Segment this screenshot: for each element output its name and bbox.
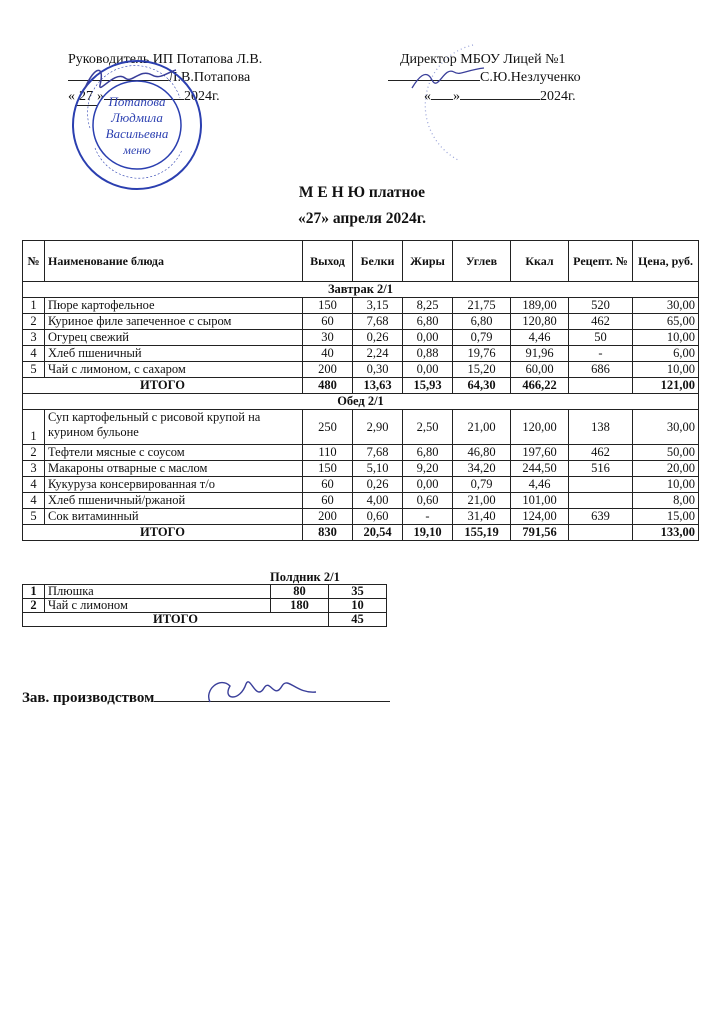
cell-price: 8,00 xyxy=(633,493,699,509)
row-number: 1 xyxy=(23,585,45,599)
cell-kcal: 189,00 xyxy=(511,298,569,314)
cell-output: 110 xyxy=(303,445,353,461)
section-title: Завтрак 2/1 xyxy=(23,282,699,298)
cell-output: 250 xyxy=(303,410,353,445)
menu-table xyxy=(22,240,699,541)
table-row xyxy=(23,509,699,525)
cell-fat: 0,00 xyxy=(403,477,453,493)
cell-price: 30,00 xyxy=(633,298,699,314)
total-recipe xyxy=(569,525,633,541)
cell-carbs: 19,76 xyxy=(453,346,511,362)
total-kcal: 791,56 xyxy=(511,525,569,541)
cell-carbs: 31,40 xyxy=(453,509,511,525)
right-date-year: 2024г. xyxy=(540,89,576,104)
total-label: ИТОГО xyxy=(23,525,303,541)
total-price: 121,00 xyxy=(633,378,699,394)
cell-output: 150 xyxy=(303,461,353,477)
cell-recipe: 686 xyxy=(569,362,633,378)
cell-protein: 0,26 xyxy=(353,330,403,346)
snack-total-row xyxy=(23,613,387,627)
cell-price: 6,00 xyxy=(633,346,699,362)
row-number: 5 xyxy=(23,509,45,525)
cell-recipe: 462 xyxy=(569,445,633,461)
cell-recipe: 138 xyxy=(569,410,633,445)
cell-carbs: 34,20 xyxy=(453,461,511,477)
dish-name: Плюшка xyxy=(45,585,271,599)
cell-kcal: 244,50 xyxy=(511,461,569,477)
cell-recipe: 462 xyxy=(569,314,633,330)
cell-output: 200 xyxy=(303,362,353,378)
cell-output: 60 xyxy=(303,493,353,509)
cell-output: 180 xyxy=(271,599,329,613)
cell-fat: 9,20 xyxy=(403,461,453,477)
dish-name: Пюре картофельное xyxy=(45,298,303,314)
total-fat: 19,10 xyxy=(403,525,453,541)
cell-output: 80 xyxy=(271,585,329,599)
cell-fat: 6,80 xyxy=(403,314,453,330)
cell-recipe xyxy=(569,493,633,509)
table-header-row xyxy=(23,241,699,282)
total-label: ИТОГО xyxy=(23,613,329,627)
cell-kcal: 91,96 xyxy=(511,346,569,362)
total-protein: 13,63 xyxy=(353,378,403,394)
dish-name: Кукуруза консервированная т/о xyxy=(45,477,303,493)
table-row xyxy=(23,410,699,445)
total-carbs: 64,30 xyxy=(453,378,511,394)
cell-kcal: 120,80 xyxy=(511,314,569,330)
col-recipe: Рецепт. № xyxy=(569,241,633,282)
left-signer-name: Л.В.Потапова xyxy=(168,70,251,85)
dish-name: Суп картофельный с рисовой крупой на курином бульоне xyxy=(45,410,303,445)
table-row xyxy=(23,346,699,362)
snack-table xyxy=(22,584,387,627)
col-fat: Жиры xyxy=(403,241,453,282)
total-fat: 15,93 xyxy=(403,378,453,394)
cell-recipe: - xyxy=(569,346,633,362)
right-date-close-quote: » xyxy=(453,89,460,104)
row-number: 2 xyxy=(23,599,45,613)
cell-fat: 0,00 xyxy=(403,362,453,378)
cell-carbs: 6,80 xyxy=(453,314,511,330)
cell-recipe xyxy=(569,477,633,493)
right-date-open-quote: « xyxy=(424,89,431,104)
cell-carbs: 21,00 xyxy=(453,493,511,509)
cell-price: 65,00 xyxy=(633,314,699,330)
cell-fat: 6,80 xyxy=(403,445,453,461)
table-row xyxy=(23,362,699,378)
section-title-row xyxy=(23,282,699,298)
cell-protein: 2,90 xyxy=(353,410,403,445)
cell-price: 30,00 xyxy=(633,410,699,445)
col-kcal: Ккал xyxy=(511,241,569,282)
menu-date: «27» апреля 2024г. xyxy=(298,210,426,227)
dish-name: Куриное филе запеченное с сыром xyxy=(45,314,303,330)
cell-output: 30 xyxy=(303,330,353,346)
cell-carbs: 46,80 xyxy=(453,445,511,461)
row-number: 1 xyxy=(23,410,45,445)
snack-row xyxy=(23,585,387,599)
left-date-open-quote: « xyxy=(68,89,75,104)
cell-kcal: 120,00 xyxy=(511,410,569,445)
snack-section-title: Полдник 2/1 xyxy=(270,570,340,584)
cell-kcal: 60,00 xyxy=(511,362,569,378)
cell-recipe: 516 xyxy=(569,461,633,477)
cell-output: 40 xyxy=(303,346,353,362)
cell-protein: 0,60 xyxy=(353,509,403,525)
cell-carbs: 21,75 xyxy=(453,298,511,314)
total-carbs: 155,19 xyxy=(453,525,511,541)
dish-name: Чай с лимоном xyxy=(45,599,271,613)
cell-price: 15,00 xyxy=(633,509,699,525)
total-output: 480 xyxy=(303,378,353,394)
cell-price: 10,00 xyxy=(633,362,699,378)
section-title-row xyxy=(23,394,699,410)
svg-text:Людмила: Людмила xyxy=(111,110,163,125)
dish-name: Хлеб пшеничный/ржаной xyxy=(45,493,303,509)
total-label: ИТОГО xyxy=(23,378,303,394)
total-protein: 20,54 xyxy=(353,525,403,541)
row-number: 3 xyxy=(23,330,45,346)
cell-price: 20,00 xyxy=(633,461,699,477)
cell-price: 10,00 xyxy=(633,477,699,493)
row-number: 3 xyxy=(23,461,45,477)
cell-price: 35 xyxy=(329,585,387,599)
col-dish-name: Наименование блюда xyxy=(45,241,303,282)
table-row xyxy=(23,493,699,509)
cell-kcal: 101,00 xyxy=(511,493,569,509)
cell-protein: 0,30 xyxy=(353,362,403,378)
total-row xyxy=(23,378,699,394)
table-row xyxy=(23,298,699,314)
table-row xyxy=(23,330,699,346)
table-row xyxy=(23,461,699,477)
row-number: 4 xyxy=(23,493,45,509)
row-number: 4 xyxy=(23,346,45,362)
total-price: 45 xyxy=(329,613,387,627)
cell-recipe: 50 xyxy=(569,330,633,346)
cell-protein: 2,24 xyxy=(353,346,403,362)
section-title: Обед 2/1 xyxy=(23,394,699,410)
svg-text:меню: меню xyxy=(123,143,151,157)
total-row xyxy=(23,525,699,541)
left-signature-icon xyxy=(80,60,180,100)
table-row xyxy=(23,477,699,493)
col-protein: Белки xyxy=(353,241,403,282)
cell-protein: 0,26 xyxy=(353,477,403,493)
total-kcal: 466,22 xyxy=(511,378,569,394)
dish-name: Тефтели мясные с соусом xyxy=(45,445,303,461)
col-number: № xyxy=(23,241,45,282)
row-number: 2 xyxy=(23,445,45,461)
total-price: 133,00 xyxy=(633,525,699,541)
row-number: 4 xyxy=(23,477,45,493)
table-row xyxy=(23,314,699,330)
row-number: 1 xyxy=(23,298,45,314)
right-stamp-partial-icon xyxy=(398,40,478,170)
cell-recipe: 520 xyxy=(569,298,633,314)
cell-protein: 5,10 xyxy=(353,461,403,477)
cell-protein: 4,00 xyxy=(353,493,403,509)
dish-name: Макароны отварные с маслом xyxy=(45,461,303,477)
cell-kcal: 4,46 xyxy=(511,477,569,493)
row-number: 2 xyxy=(23,314,45,330)
cell-fat: - xyxy=(403,509,453,525)
cell-fat: 2,50 xyxy=(403,410,453,445)
dish-name: Огурец свежий xyxy=(45,330,303,346)
cell-carbs: 21,00 xyxy=(453,410,511,445)
col-output: Выход xyxy=(303,241,353,282)
cell-output: 200 xyxy=(303,509,353,525)
cell-protein: 7,68 xyxy=(353,445,403,461)
page-title: М Е Н Ю платное xyxy=(298,184,426,201)
cell-fat: 0,00 xyxy=(403,330,453,346)
cell-protein: 7,68 xyxy=(353,314,403,330)
total-recipe xyxy=(569,378,633,394)
cell-output: 60 xyxy=(303,477,353,493)
left-date-close-quote: » xyxy=(97,89,104,104)
left-date-year: 2024г. xyxy=(184,89,220,104)
left-approver-role: Руководитель ИП Потапова Л.В. xyxy=(68,52,263,67)
cell-fat: 8,25 xyxy=(403,298,453,314)
cell-recipe: 639 xyxy=(569,509,633,525)
cell-protein: 3,15 xyxy=(353,298,403,314)
cell-carbs: 0,79 xyxy=(453,477,511,493)
svg-text:Потапова: Потапова xyxy=(108,94,166,109)
total-output: 830 xyxy=(303,525,353,541)
dish-name: Чай с лимоном, с сахаром xyxy=(45,362,303,378)
cell-fat: 0,88 xyxy=(403,346,453,362)
cell-output: 150 xyxy=(303,298,353,314)
cell-price: 50,00 xyxy=(633,445,699,461)
footer-label: Зав. производством xyxy=(22,690,155,706)
cell-price: 10 xyxy=(329,599,387,613)
row-number: 5 xyxy=(23,362,45,378)
table-row xyxy=(23,445,699,461)
cell-carbs: 15,20 xyxy=(453,362,511,378)
snack-row xyxy=(23,599,387,613)
cell-carbs: 0,79 xyxy=(453,330,511,346)
cell-output: 60 xyxy=(303,314,353,330)
cell-kcal: 197,60 xyxy=(511,445,569,461)
footer-signature-icon xyxy=(200,672,320,712)
svg-text:Васильевна: Васильевна xyxy=(105,126,169,141)
right-signer-name: С.Ю.Незлученко xyxy=(480,70,581,85)
col-price: Цена, руб. xyxy=(633,241,699,282)
cell-kcal: 4,46 xyxy=(511,330,569,346)
col-carbs: Углев xyxy=(453,241,511,282)
right-approver-role: Директор МБОУ Лицей №1 xyxy=(400,52,566,67)
cell-fat: 0,60 xyxy=(403,493,453,509)
dish-name: Хлеб пшеничный xyxy=(45,346,303,362)
dish-name: Сок витаминный xyxy=(45,509,303,525)
cell-kcal: 124,00 xyxy=(511,509,569,525)
cell-price: 10,00 xyxy=(633,330,699,346)
left-date-day: 27 xyxy=(75,89,97,106)
